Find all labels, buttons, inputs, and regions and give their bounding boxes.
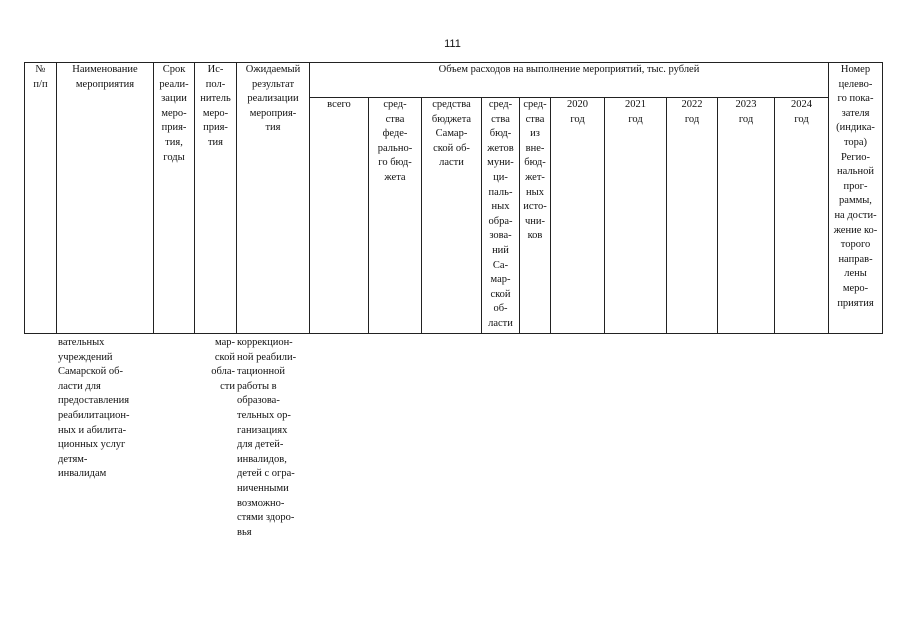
continuation-executor: мар- ской обла- сти — [211, 337, 235, 392]
expenses-table — [24, 62, 883, 334]
header-total: всего — [310, 98, 369, 334]
header-name: Наименование мероприятия — [57, 63, 154, 334]
header-expenses-group: Объем расходов на выполнение мероприятий, тыс. рублей — [310, 63, 829, 98]
header-term: Срок реали- зации меро- прия- тия, годы — [154, 63, 195, 334]
header-number: № п/п — [25, 63, 57, 334]
header-year-2021: 2021 год — [605, 98, 667, 334]
header-year-2020: 2020 год — [551, 98, 605, 334]
header-regional-budget: средства бюджета Самар- ской об- ласти — [422, 98, 482, 334]
continuation-result: коррекцион- ной реабили- тационной работы в образова- тельных ор- ганизациях для детей- инвалидов, детей с огра- ниченными возможно- стями здоро- вья — [237, 337, 297, 538]
page-number: 111 — [444, 38, 461, 50]
header-year-2022: 2022 год — [667, 98, 718, 334]
continuation-name: вательных учреждений Самарской об- ласти для предоставления реабилитацион- ных и абилита- ционных услуг детям- инвалидам — [58, 337, 130, 480]
header-result: Ожидаемый результат реализации мероприя- тия — [237, 63, 310, 334]
header-executor: Ис- пол- нитель меро- прия- тия — [195, 63, 237, 334]
header-year-2024: 2024 год — [775, 98, 829, 334]
header-municipal-budget: сред- ства бюд- жетов муни- ци- паль- ных обра- зова- ний Са- мар- ской об- ласти — [482, 98, 520, 334]
header-year-2023: 2023 год — [718, 98, 775, 334]
header-extrabudget: сред- ства из вне- бюд- жет- ных исто- чни- ков — [520, 98, 551, 334]
header-federal-budget: сред- ства феде- рально- го бюд- жета — [369, 98, 422, 334]
header-indicator: Номер целево- го пока- зателя (индика- тора) Регио- нальной прог- раммы, на дости- жение ко- торого направ- лены меро- приятия — [829, 63, 883, 334]
